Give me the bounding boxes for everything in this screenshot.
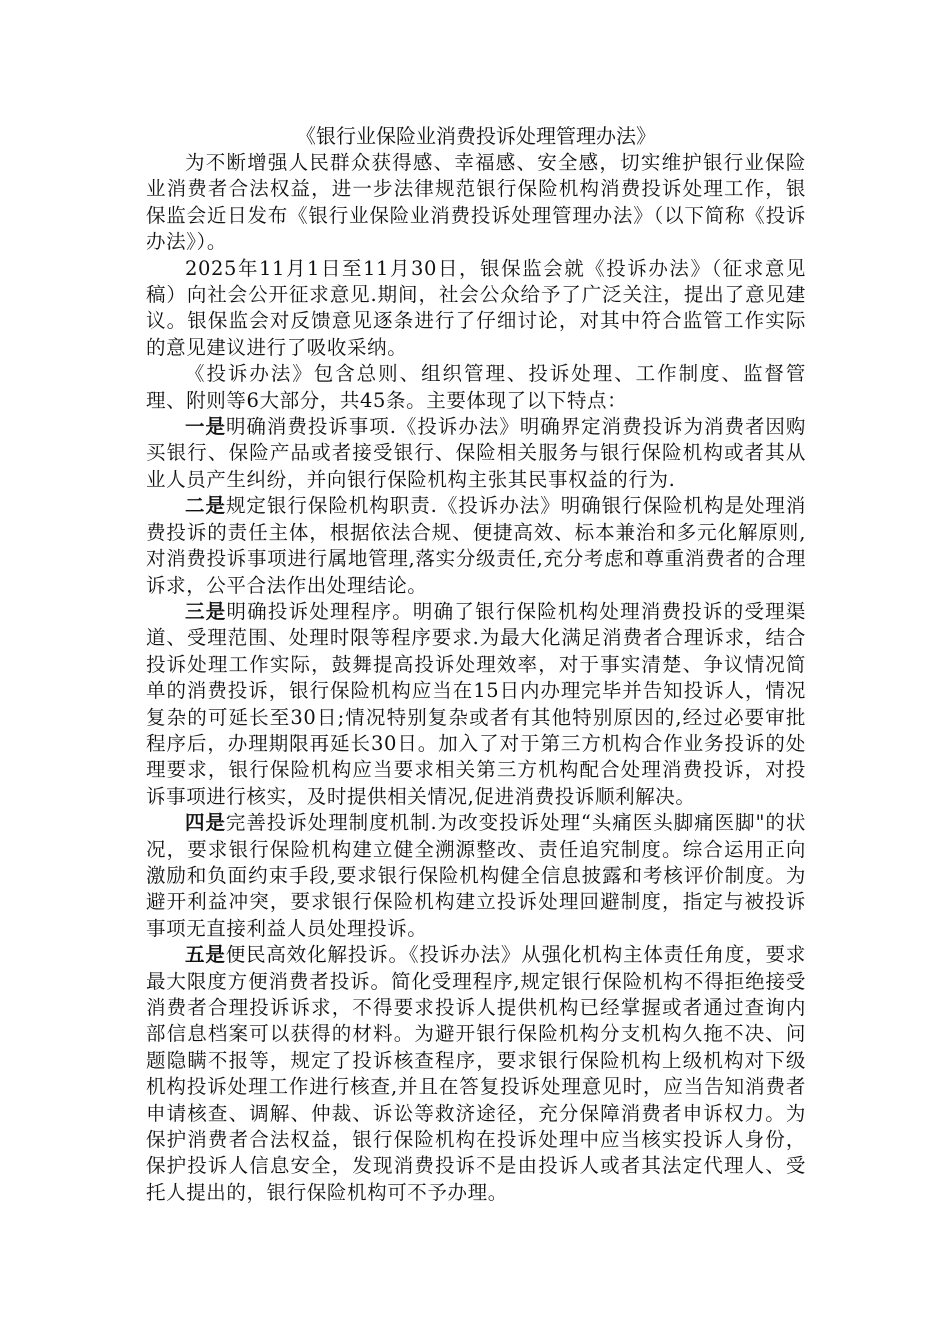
feature-paragraph-5 (146, 942, 806, 1206)
paragraph-text: 2025年11月1日至11月30日，银保监会就《投诉办法》（征求意见稿）向社会公开征求意见.期间，社会公众给予了广泛关注，提出了意见建议。银保监会对反馈意见逐条进行了仔细讨论，对其中符合监管工作实际的意见建议进行了吸收采纳。 (146, 256, 806, 359)
paragraph-text: 明确消费投诉事项.《投诉办法》明确界定消费投诉为消费者因购买银行、保险产品或者接受银行、保险相关服务与银行保险机构或者其从业人员产生纠纷，并向银行保险机构主张其民事权益的行为. (146, 415, 806, 491)
document-body (146, 122, 806, 1206)
intro-paragraph (146, 150, 806, 256)
feature-paragraph-4 (146, 810, 806, 942)
feature-lead: 二是 (185, 494, 226, 518)
paragraph-text: 为不断增强人民群众获得感、幸福感、安全感，切实维护银行业保险业消费者合法权益，进一步法律规范银行保险机构消费投诉处理工作，银保监会近日发布《银行业保险业消费投诉处理管理办法》（以下简称《投诉办法》）。 (146, 151, 806, 254)
feature-lead: 三是 (185, 599, 227, 623)
paragraph-text: 规定银行保险机构职责.《投诉办法》明确银行保险机构是处理消费投诉的责任主体，根据依法合规、便捷高效、标本兼治和多元化解原则,对消费投诉事项进行属地管理,落实分级责任,充分考虑和尊重消费者的合理诉求，公平合法作出处理结论。 (146, 494, 806, 597)
consultation-paragraph (146, 256, 806, 362)
paragraph-text: 便民高效化解投诉。《投诉办法》从强化机构主体责任角度，要求最大限度方便消费者投诉。简化受理程序,规定银行保险机构不得拒绝接受消费者合理投诉诉求，不得要求投诉人提供机构已经掌握或者通过查询内部信息档案可以获得的材料。为避开银行保险机构分支机构久拖不决、问题隐瞒不报等，规定了投诉核查程序，要求银行保险机构上级机构对下级机构投诉处理工作进行核查,并且在答复投诉处理意见时，应当告知消费者申请核查、调解、仲裁、诉讼等救济途径，充分保障消费者申诉权力。为保护消费者合法权益，银行保险机构在投诉处理中应当核实投诉人身份，保护投诉人信息安全，发现消费投诉不是由投诉人或者其法定代理人、受托人提出的，银行保险机构可不予办理。 (146, 943, 807, 1204)
feature-paragraph-1 (146, 414, 806, 493)
structure-paragraph (146, 361, 806, 414)
feature-lead: 一是 (185, 415, 226, 439)
paragraph-text: 《投诉办法》包含总则、组织管理、投诉处理、工作制度、监督管理、附则等6大部分，共45条。主要体现了以下特点： (146, 362, 806, 412)
feature-paragraph-2 (146, 493, 806, 599)
paragraph-text: 完善投诉处理制度机制.为改变投诉处理“头痛医头脚痛医脚"的状况，要求银行保险机构建立健全溯源整改、责任追究制度。综合运用正向激励和负面约束手段,要求银行保险机构健全信息披露和考核评价制度。为避开利益冲突，要求银行保险机构建立投诉处理回避制度，指定与被投诉事项无直接利益人员处理投诉。 (146, 811, 806, 940)
feature-lead: 四是 (185, 811, 226, 835)
feature-lead: 五是 (185, 943, 226, 967)
feature-paragraph-3 (146, 599, 806, 810)
document-title: 《银行业保险业消费投诉处理管理办法》 (296, 124, 656, 148)
paragraph-text: 明确投诉处理程序。明确了银行保险机构处理消费投诉的受理渠道、受理范围、处理时限等程序要求.为最大化满足消费者合理诉求，结合投诉处理工作实际，鼓舞提高投诉处理效率，对于事实清楚、争议情况简单的消费投诉，银行保险机构应当在15日内办理完毕并告知投诉人，情况复杂的可延长至30日;情况特别复杂或者有其他特别原因的,经过必要审批程序后，办理期限再延长30日。加入了对于第三方机构合作业务投诉的处理要求，银行保险机构应当要求相关第三方机构配合处理消费投诉，对投诉事项进行核实，及时提供相关情况,促进消费投诉顺利解决。 (146, 599, 806, 808)
